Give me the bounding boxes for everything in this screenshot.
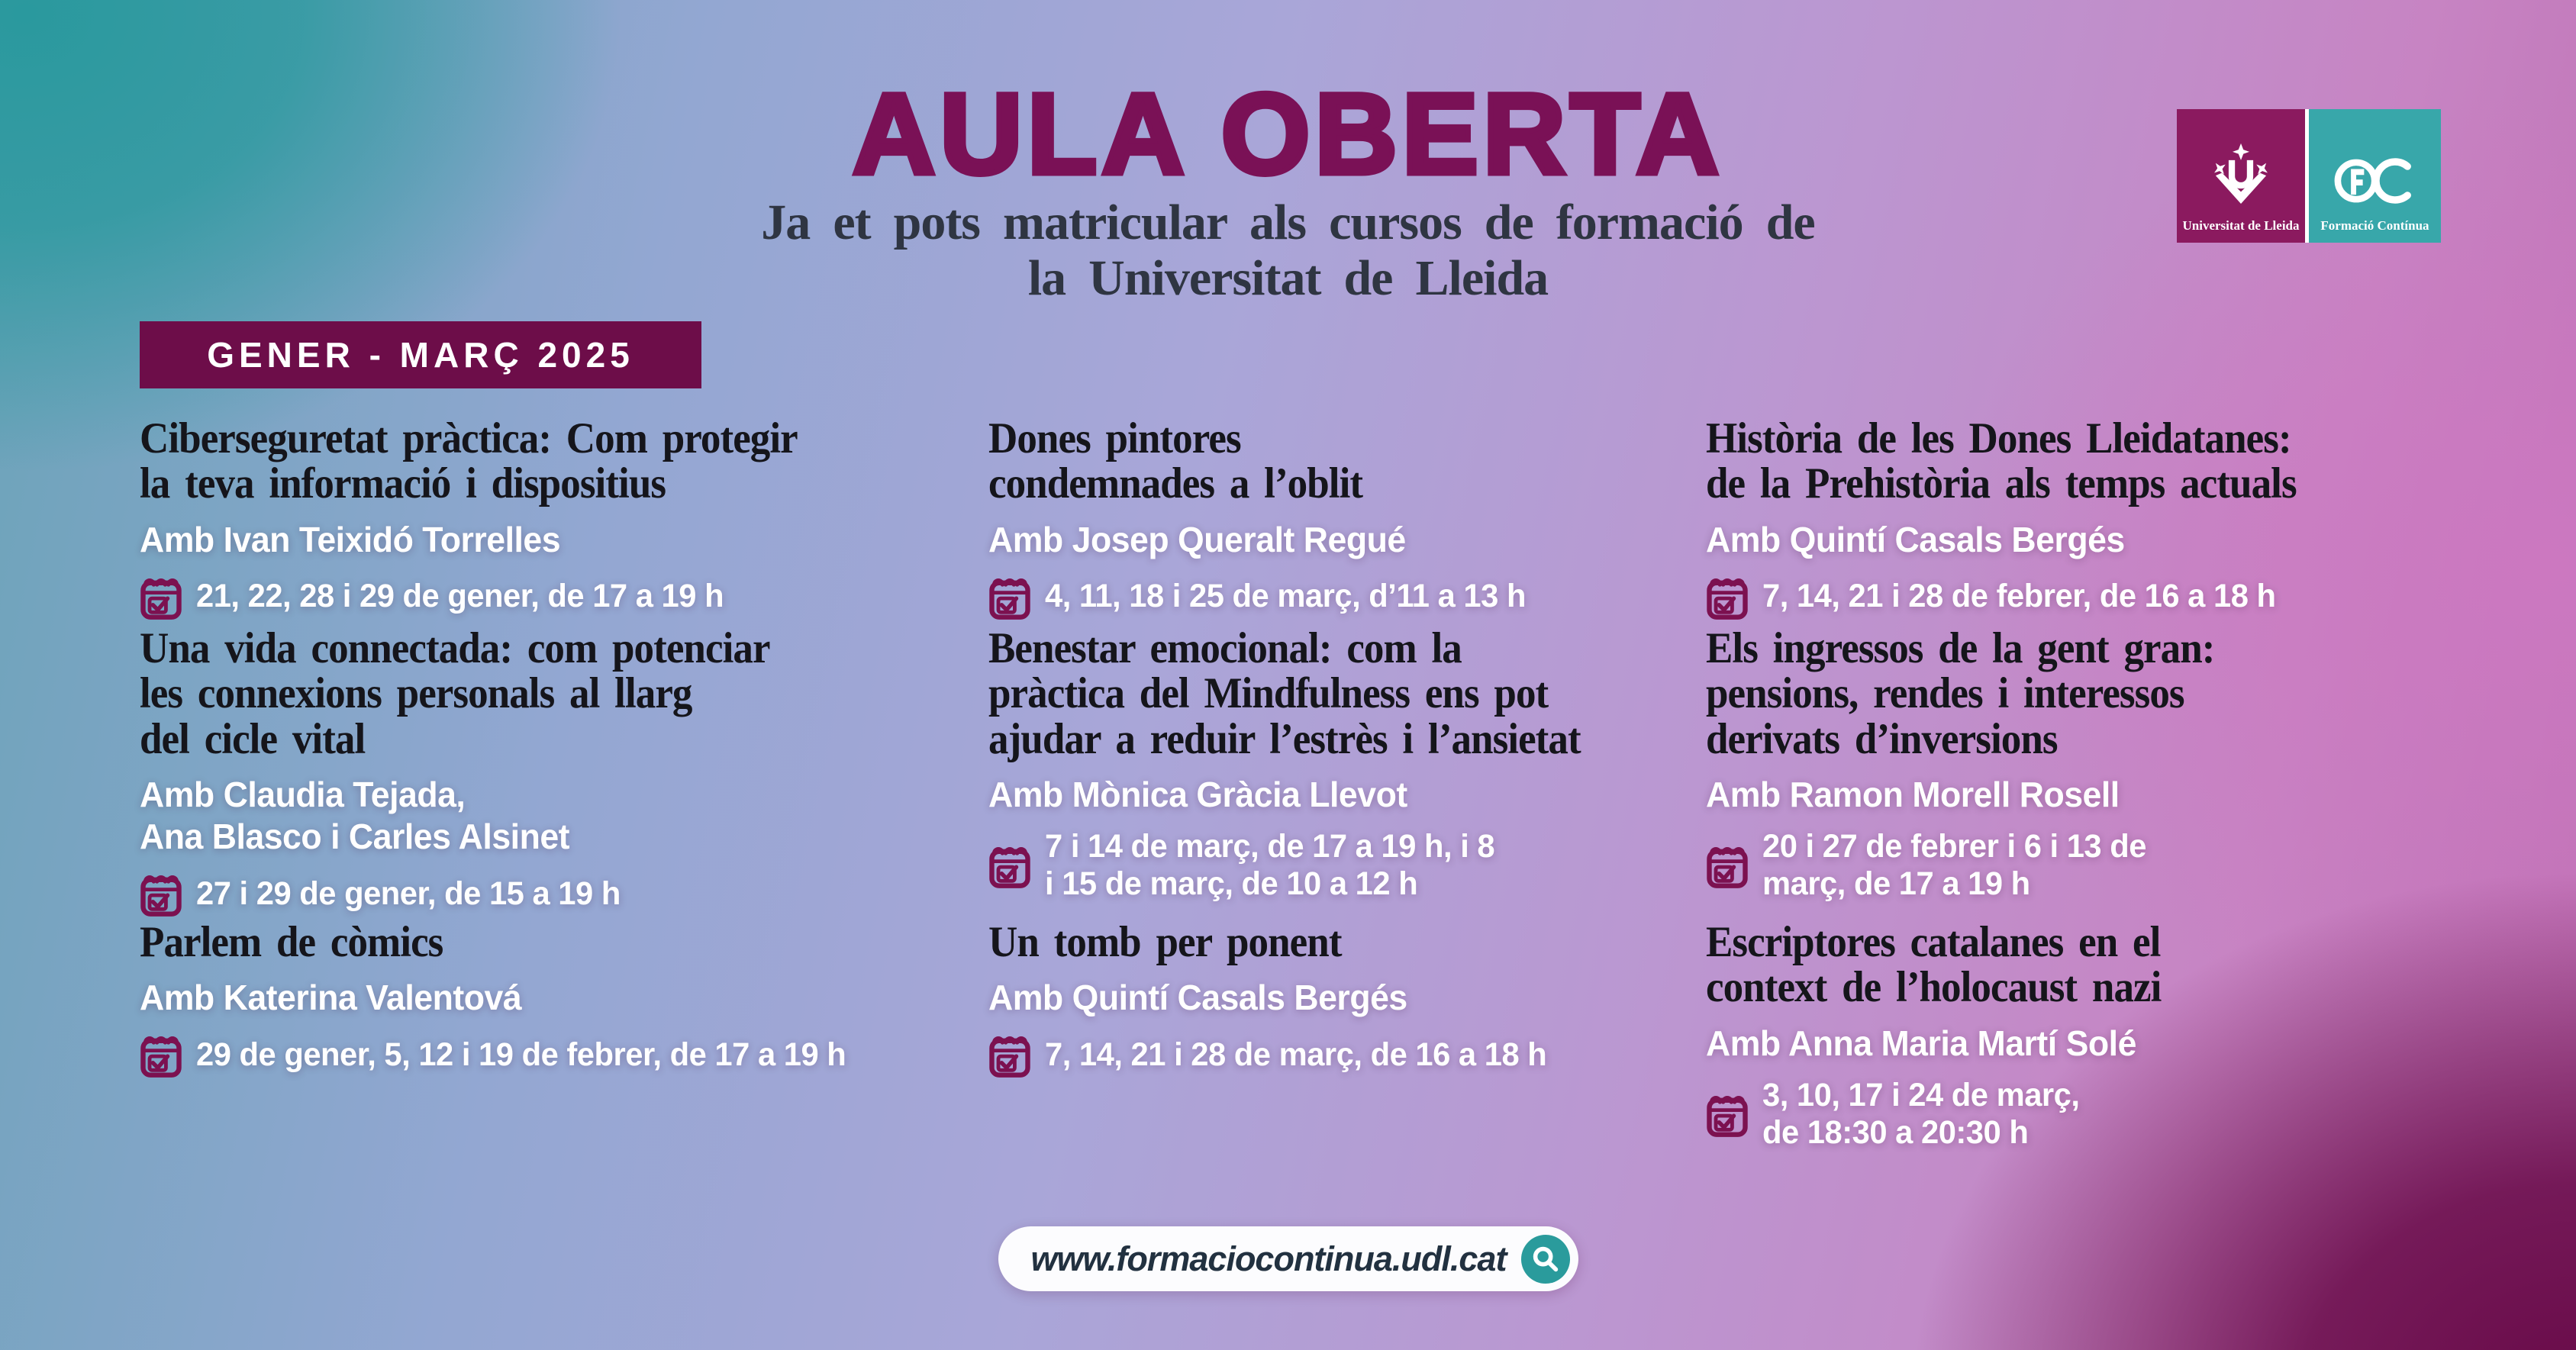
course-cell (140, 920, 988, 1152)
course-cell (1706, 920, 2468, 1152)
calendar-check-icon (988, 842, 1031, 889)
course-schedule-line: 29 de gener, 5, 12 i 19 de febrer, de 17 a 19 h (196, 1036, 846, 1073)
course-schedule (140, 870, 967, 917)
course-cell (988, 626, 1706, 917)
subtitle-line: la Universitat de Lleida (1027, 250, 1549, 306)
course-schedule-line: 21, 22, 28 i 29 de gener, de 17 a 19 h (196, 578, 724, 615)
magnifier-glyph (1531, 1245, 1560, 1274)
course-title-line: pensions, rendes i interessos (1706, 669, 2184, 718)
course-schedule-line: 7 i 14 de març, de 17 a 19 h, i 8 (1045, 827, 1495, 865)
course-instructor-line: Amb Ramon Morell Rosell (1706, 774, 2120, 814)
calendar-check-icon (140, 1031, 182, 1078)
course-title-line: Una vida connectada: com potenciar (140, 624, 770, 672)
course-title (1706, 920, 2394, 1010)
course-instructor-line: Amb Ivan Teixidó Torrelles (140, 519, 561, 559)
course-schedule-dates (1045, 578, 1526, 615)
course-title (1706, 626, 2394, 762)
period-badge: GENER - MARÇ 2025 (140, 321, 701, 388)
course-title-line: la teva informació i dispositius (140, 459, 666, 508)
course-schedule-line: 20 i 27 de febrer i 6 i 13 de (1762, 827, 2146, 865)
course-instructor-line: Amb Mònica Gràcia Llevot (988, 774, 1407, 814)
course-block (988, 626, 1685, 903)
course-schedule (140, 573, 967, 620)
course-schedule (1706, 573, 2446, 620)
course-title (988, 920, 1636, 965)
course-instructor (988, 774, 1664, 816)
course-block (988, 920, 1685, 1078)
course-title-line: Benestar emocional: com la (988, 624, 1462, 672)
course-instructor (1706, 774, 2424, 816)
course-cell (140, 626, 988, 917)
course-schedule-dates (196, 1036, 846, 1074)
course-schedule (988, 828, 1685, 903)
course-instructor-line: Amb Josep Queralt Regué (988, 519, 1406, 559)
course-schedule-line: 7, 14, 21 i 28 de març, de 16 a 18 h (1045, 1036, 1547, 1073)
course-cell (1706, 416, 2468, 620)
calendar-check-icon (1706, 842, 1749, 889)
course-instructor (988, 977, 1664, 1019)
course-title-line: Parlem de còmics (140, 918, 443, 966)
course-block (1706, 920, 2446, 1152)
course-instructor (140, 519, 942, 561)
course-title-line: Els ingressos de la gent gran: (1706, 624, 2215, 672)
website-pill[interactable] (998, 1226, 1578, 1291)
course-instructor-line: Amb Quintí Casals Bergés (1706, 519, 2125, 559)
course-title-line: derivats d’inversions (1706, 714, 2058, 763)
course-schedule-dates (1045, 1036, 1546, 1074)
course-title (988, 416, 1636, 507)
course-schedule-line: 3, 10, 17 i 24 de març, (1762, 1076, 2080, 1113)
fc-logo-text: Formació Contínua (2320, 218, 2429, 233)
fc-logo (2309, 109, 2441, 243)
calendar-check-icon (988, 1031, 1031, 1078)
course-block (988, 416, 1685, 620)
course-schedule-dates (196, 875, 621, 913)
course-instructor-line: Ana Blasco i Carles Alsinet (140, 816, 570, 856)
course-block (1706, 626, 2446, 903)
course-instructor (1706, 519, 2424, 561)
course-instructor (1706, 1023, 2424, 1065)
course-schedule (988, 573, 1685, 620)
subtitle-line: Ja et pots matricular als cursos de formació de (761, 195, 1815, 250)
course-cell (1706, 626, 2468, 917)
course-schedule (140, 1031, 967, 1078)
course-title-line: Un tomb per ponent (988, 918, 1342, 966)
course-instructor (140, 977, 942, 1019)
course-title-line: Escriptores catalanes en el (1706, 918, 2161, 966)
course-schedule-dates (1762, 578, 2276, 615)
course-title (140, 920, 909, 965)
course-title (988, 626, 1636, 762)
course-row (140, 626, 2468, 917)
course-schedule (1706, 1077, 2446, 1152)
course-schedule-line: i 15 de març, de 10 a 12 h (1045, 865, 1418, 902)
udl-logo-text: Universitat de Lleida (2182, 218, 2300, 233)
course-schedule-dates (1762, 1077, 2080, 1152)
page-title: AULA OBERTA (853, 69, 1723, 198)
course-title-line: ajudar a reduir l’estrès i l’ansietat (988, 714, 1581, 763)
course-instructor-line: Amb Katerina Valentová (140, 978, 522, 1018)
course-schedule-line: 4, 11, 18 i 25 de març, d’11 a 13 h (1045, 578, 1526, 615)
course-block (140, 920, 967, 1078)
course-schedule-dates (1762, 828, 2146, 903)
calendar-check-icon (1706, 573, 1749, 620)
course-cell (988, 920, 1706, 1152)
website-url[interactable]: www.formaciocontinua.udl.cat (1030, 1239, 1507, 1278)
course-block (140, 416, 967, 620)
course-title-line: del cicle vital (140, 714, 366, 763)
course-title (140, 416, 909, 507)
course-schedule-line: març, de 17 a 19 h (1762, 865, 2030, 902)
course-cell (988, 416, 1706, 620)
course-title (1706, 416, 2394, 507)
course-instructor (988, 519, 1664, 561)
course-title-line: condemnades a l’oblit (988, 459, 1363, 508)
course-schedule-line: de 18:30 a 20:30 h (1762, 1113, 2029, 1151)
course-instructor (140, 774, 942, 858)
course-title-line: context de l’holocaust nazi (1706, 963, 2162, 1012)
calendar-check-icon (140, 573, 182, 620)
course-title-line: Dones pintores (988, 414, 1241, 462)
calendar-check-icon (140, 870, 182, 917)
fc-logo-mark (2333, 156, 2418, 206)
course-row (140, 416, 2468, 620)
course-instructor-line: Amb Claudia Tejada, (140, 774, 466, 814)
course-schedule-line: 27 i 29 de gener, de 15 a 19 h (196, 875, 621, 912)
course-title (140, 626, 909, 762)
udl-logo (2177, 109, 2309, 243)
course-title-line: les connexions personals al llarg (140, 669, 692, 718)
course-block (140, 626, 967, 917)
course-title-line: Història de les Dones Lleidatanes: (1706, 414, 2291, 462)
search-icon[interactable] (1521, 1235, 1570, 1284)
course-title-line: Ciberseguretat pràctica: Com protegir (140, 414, 798, 462)
course-block (1706, 416, 2446, 620)
course-title-line: de la Prehistòria als temps actuals (1706, 459, 2297, 508)
course-title-line: pràctica del Mindfulness ens pot (988, 669, 1549, 718)
course-schedule (988, 1031, 1685, 1078)
course-schedule (1706, 828, 2446, 903)
calendar-check-icon (1706, 1091, 1749, 1138)
course-schedule-line: 7, 14, 21 i 28 de febrer, de 16 a 18 h (1762, 578, 2276, 615)
course-schedule-dates (1045, 828, 1494, 903)
course-instructor-line: Amb Quintí Casals Bergés (988, 978, 1407, 1018)
calendar-check-icon (988, 573, 1031, 620)
course-schedule-dates (196, 578, 724, 615)
course-cell (140, 416, 988, 620)
logo-group (2177, 109, 2441, 243)
course-instructor-line: Amb Anna Maria Martí Solé (1706, 1023, 2136, 1063)
udl-logo-mark (2206, 142, 2276, 212)
course-row (140, 920, 2468, 1152)
